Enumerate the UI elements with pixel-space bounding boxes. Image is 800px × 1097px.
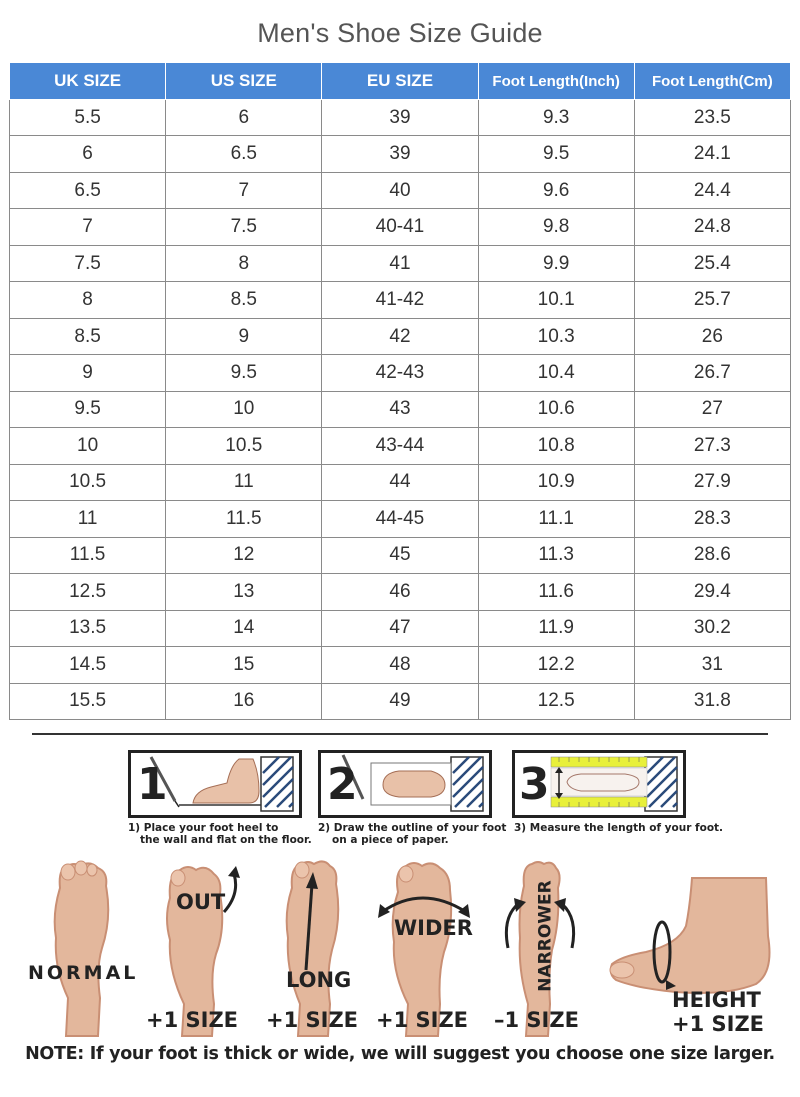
table-cell: 45	[322, 537, 478, 573]
wider-size-label: +1 SIZE	[376, 1008, 469, 1032]
step-number: 3	[519, 759, 550, 810]
step-number: 2	[327, 759, 358, 810]
table-cell: 10.8	[478, 428, 634, 464]
table-cell: 15	[166, 647, 322, 683]
table-cell: 11.3	[478, 537, 634, 573]
step-caption-line: 3) Measure the length of your foot.	[514, 822, 724, 834]
table-cell: 6	[10, 136, 166, 172]
table-cell: 10.1	[478, 282, 634, 318]
table-cell: 6.5	[10, 172, 166, 208]
table-row	[10, 683, 791, 720]
wider-label: WIDER	[394, 916, 473, 940]
table-cell: 9.8	[478, 209, 634, 245]
column-header: EU SIZE	[322, 63, 478, 100]
table-cell: 10.3	[478, 318, 634, 354]
table-cell: 7	[10, 209, 166, 245]
table-cell: 6.5	[166, 136, 322, 172]
table-cell: 12	[166, 537, 322, 573]
step-caption-line: 1) Place your foot heel to	[128, 822, 279, 834]
step-1-panel	[128, 750, 302, 818]
height-size-label: +1 SIZE	[672, 1012, 765, 1036]
table-body	[10, 100, 791, 720]
table-row	[10, 136, 791, 172]
table-cell: 12.2	[478, 647, 634, 683]
table-cell: 48	[322, 647, 478, 683]
table-cell: 28.3	[634, 501, 790, 537]
table-cell: 41	[322, 245, 478, 281]
table-cell: 13.5	[10, 610, 166, 646]
table-row	[10, 464, 791, 500]
table-cell: 9	[10, 355, 166, 391]
table-cell: 13	[166, 574, 322, 610]
table-cell: 9	[166, 318, 322, 354]
table-cell: 25.7	[634, 282, 790, 318]
column-header: Foot Length(Inch)	[478, 63, 634, 100]
table-cell: 29.4	[634, 574, 790, 610]
table-cell: 11.5	[10, 537, 166, 573]
table-cell: 9.9	[478, 245, 634, 281]
table-row	[10, 428, 791, 464]
table-cell: 9.6	[478, 172, 634, 208]
narrower-size-label: –1 SIZE	[494, 1008, 579, 1032]
table-cell: 9.5	[10, 391, 166, 427]
column-header: Foot Length(Cm)	[634, 63, 790, 100]
table-row	[10, 100, 791, 136]
out-label: OUT	[176, 890, 226, 914]
table-cell: 43	[322, 391, 478, 427]
table-cell: 27.9	[634, 464, 790, 500]
table-cell: 10.5	[10, 464, 166, 500]
section-divider	[32, 733, 768, 735]
table-cell: 11	[10, 501, 166, 537]
table-row	[10, 574, 791, 610]
table-cell: 8.5	[166, 282, 322, 318]
table-cell: 5.5	[10, 100, 166, 136]
table-cell: 40	[322, 172, 478, 208]
table-cell: 11.6	[478, 574, 634, 610]
table-row	[10, 537, 791, 573]
table-cell: 10	[10, 428, 166, 464]
table-cell: 24.4	[634, 172, 790, 208]
table-cell: 25.4	[634, 245, 790, 281]
table-cell: 43-44	[322, 428, 478, 464]
table-cell: 42-43	[322, 355, 478, 391]
normal-foot-icon	[38, 858, 126, 1038]
table-cell: 24.1	[634, 136, 790, 172]
table-cell: 28.6	[634, 537, 790, 573]
step-1-caption	[128, 822, 312, 846]
table-cell: 7.5	[10, 245, 166, 281]
table-row	[10, 172, 791, 208]
table-cell: 9.3	[478, 100, 634, 136]
step-caption-line: 2) Draw the outline of your foot	[318, 822, 507, 834]
table-cell: 8.5	[10, 318, 166, 354]
step-number: 1	[137, 759, 168, 810]
table-cell: 11	[166, 464, 322, 500]
table-cell: 11.5	[166, 501, 322, 537]
table-cell: 11.1	[478, 501, 634, 537]
table-row	[10, 318, 791, 354]
page-title: Men's Shoe Size Guide	[257, 18, 543, 48]
table-cell: 9.5	[478, 136, 634, 172]
table-cell: 42	[322, 318, 478, 354]
table-cell: 26	[634, 318, 790, 354]
table-cell: 12.5	[10, 574, 166, 610]
table-cell: 16	[166, 683, 322, 720]
step-2-caption	[318, 822, 506, 846]
table-cell: 10	[166, 391, 322, 427]
table-row	[10, 355, 791, 391]
normal-out-size-label: +1 SIZE	[146, 1008, 239, 1032]
table-cell: 40-41	[322, 209, 478, 245]
table-cell: 31	[634, 647, 790, 683]
table-cell: 7	[166, 172, 322, 208]
long-size-label: +1 SIZE	[266, 1008, 359, 1032]
height-foot-icon	[606, 876, 778, 1006]
table-cell: 8	[10, 282, 166, 318]
table-cell: 12.5	[478, 683, 634, 720]
table-cell: 14.5	[10, 647, 166, 683]
table-cell: 49	[322, 683, 478, 720]
table-cell: 47	[322, 610, 478, 646]
normal-label: NORMAL	[28, 962, 139, 984]
table-row	[10, 647, 791, 683]
column-header: UK SIZE	[10, 63, 166, 100]
table-cell: 44-45	[322, 501, 478, 537]
table-cell: 39	[322, 100, 478, 136]
sizing-note: NOTE: If your foot is thick or wide, we will suggest you choose one size larger.	[25, 1044, 775, 1064]
table-cell: 31.8	[634, 683, 790, 720]
table-cell: 39	[322, 136, 478, 172]
table-cell: 8	[166, 245, 322, 281]
table-cell: 46	[322, 574, 478, 610]
table-cell: 7.5	[166, 209, 322, 245]
table-header-row	[10, 63, 791, 100]
table-cell: 27	[634, 391, 790, 427]
table-row	[10, 209, 791, 245]
table-cell: 11.9	[478, 610, 634, 646]
table-cell: 24.8	[634, 209, 790, 245]
table-cell: 15.5	[10, 683, 166, 720]
table-cell: 30.2	[634, 610, 790, 646]
table-cell: 44	[322, 464, 478, 500]
table-cell: 27.3	[634, 428, 790, 464]
table-row	[10, 501, 791, 537]
height-label: HEIGHT	[672, 988, 761, 1012]
table-cell: 23.5	[634, 100, 790, 136]
table-row	[10, 245, 791, 281]
narrower-label: NARROWER	[535, 880, 556, 992]
step-caption-line: on a piece of paper.	[332, 834, 449, 846]
step-3-caption	[514, 822, 723, 834]
table-cell: 9.5	[166, 355, 322, 391]
table-cell: 10.9	[478, 464, 634, 500]
step-caption-line: the wall and flat on the floor.	[140, 834, 312, 846]
table-row	[10, 610, 791, 646]
table-cell: 26.7	[634, 355, 790, 391]
table-cell: 14	[166, 610, 322, 646]
table-cell: 10.6	[478, 391, 634, 427]
step-2-panel	[318, 750, 492, 818]
step-3-panel	[512, 750, 686, 818]
column-header: US SIZE	[166, 63, 322, 100]
table-cell: 10.4	[478, 355, 634, 391]
table-cell: 6	[166, 100, 322, 136]
table-cell: 10.5	[166, 428, 322, 464]
table-row	[10, 391, 791, 427]
long-label: LONG	[286, 968, 352, 992]
table-row	[10, 282, 791, 318]
table-cell: 41-42	[322, 282, 478, 318]
size-chart-table	[9, 62, 791, 720]
